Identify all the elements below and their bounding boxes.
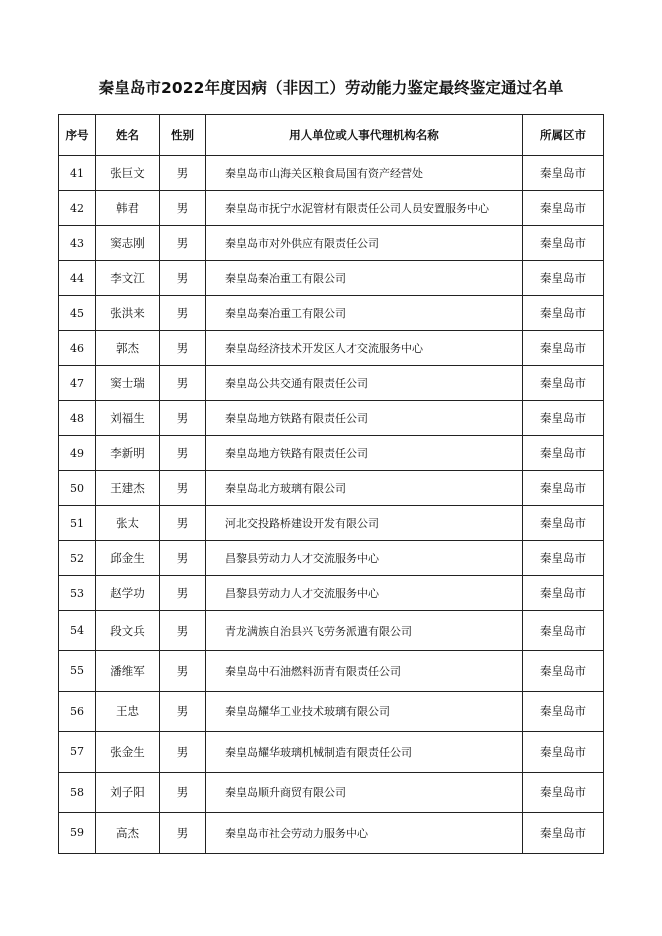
cell-name: 郭杰 (96, 331, 160, 366)
cell-district: 秦皇岛市 (523, 576, 604, 611)
cell-gender: 男 (160, 436, 206, 471)
table-row (59, 471, 604, 506)
table-row (59, 261, 604, 296)
cell-gender: 男 (160, 813, 206, 854)
cell-index: 58 (59, 772, 96, 813)
cell-name: 王忠 (96, 691, 160, 732)
column-header-index: 序号 (59, 115, 96, 156)
cell-district: 秦皇岛市 (523, 506, 604, 541)
cell-index: 47 (59, 366, 96, 401)
cell-org: 秦皇岛经济技术开发区人才交流服务中心 (206, 331, 523, 366)
table-row (59, 436, 604, 471)
cell-name: 王建杰 (96, 471, 160, 506)
cell-district: 秦皇岛市 (523, 401, 604, 436)
cell-district: 秦皇岛市 (523, 261, 604, 296)
table-row (59, 732, 604, 773)
cell-district: 秦皇岛市 (523, 541, 604, 576)
column-header-district: 所属区市 (523, 115, 604, 156)
cell-index: 42 (59, 191, 96, 226)
cell-org: 秦皇岛耀华工业技术玻璃有限公司 (206, 691, 523, 732)
column-header-org: 用人单位或人事代理机构名称 (206, 115, 523, 156)
cell-index: 49 (59, 436, 96, 471)
cell-name: 刘子阳 (96, 772, 160, 813)
cell-name: 韩君 (96, 191, 160, 226)
table-row (59, 691, 604, 732)
table-row (59, 611, 604, 651)
table-row (59, 401, 604, 436)
cell-gender: 男 (160, 691, 206, 732)
cell-org: 河北交投路桥建设开发有限公司 (206, 506, 523, 541)
cell-gender: 男 (160, 611, 206, 651)
table-body (59, 156, 604, 854)
cell-district: 秦皇岛市 (523, 296, 604, 331)
cell-gender: 男 (160, 541, 206, 576)
cell-index: 41 (59, 156, 96, 191)
cell-org: 昌黎县劳动力人才交流服务中心 (206, 541, 523, 576)
cell-name: 赵学功 (96, 576, 160, 611)
cell-org: 秦皇岛市抚宁水泥管材有限责任公司人员安置服务中心 (206, 191, 523, 226)
cell-district: 秦皇岛市 (523, 436, 604, 471)
cell-org: 秦皇岛顺升商贸有限公司 (206, 772, 523, 813)
cell-district: 秦皇岛市 (523, 366, 604, 401)
cell-district: 秦皇岛市 (523, 191, 604, 226)
table-row (59, 331, 604, 366)
cell-index: 48 (59, 401, 96, 436)
cell-name: 潘维军 (96, 651, 160, 692)
cell-gender: 男 (160, 191, 206, 226)
cell-district: 秦皇岛市 (523, 691, 604, 732)
cell-name: 李文江 (96, 261, 160, 296)
cell-district: 秦皇岛市 (523, 732, 604, 773)
cell-index: 44 (59, 261, 96, 296)
table-row (59, 366, 604, 401)
cell-index: 52 (59, 541, 96, 576)
cell-gender: 男 (160, 471, 206, 506)
table-row (59, 651, 604, 692)
cell-index: 51 (59, 506, 96, 541)
cell-org: 秦皇岛北方玻璃有限公司 (206, 471, 523, 506)
cell-name: 张金生 (96, 732, 160, 773)
cell-gender: 男 (160, 506, 206, 541)
cell-index: 43 (59, 226, 96, 261)
cell-index: 56 (59, 691, 96, 732)
document-title: 秦皇岛市2022年度因病（非因工）劳动能力鉴定最终鉴定通过名单 (98, 79, 564, 97)
cell-district: 秦皇岛市 (523, 156, 604, 191)
table-row (59, 156, 604, 191)
cell-org: 秦皇岛公共交通有限责任公司 (206, 366, 523, 401)
table-row (59, 296, 604, 331)
cell-index: 53 (59, 576, 96, 611)
cell-org: 青龙满族自治县兴飞劳务派遣有限公司 (206, 611, 523, 651)
cell-gender: 男 (160, 576, 206, 611)
table-header-row (59, 115, 604, 156)
cell-index: 57 (59, 732, 96, 773)
cell-index: 46 (59, 331, 96, 366)
cell-org: 秦皇岛市对外供应有限责任公司 (206, 226, 523, 261)
cell-org: 秦皇岛中石油燃料沥青有限责任公司 (206, 651, 523, 692)
cell-district: 秦皇岛市 (523, 471, 604, 506)
cell-org: 秦皇岛秦冶重工有限公司 (206, 296, 523, 331)
table-row (59, 226, 604, 261)
cell-gender: 男 (160, 226, 206, 261)
table-row (59, 576, 604, 611)
table-row (59, 541, 604, 576)
cell-district: 秦皇岛市 (523, 813, 604, 854)
cell-name: 刘福生 (96, 401, 160, 436)
cell-district: 秦皇岛市 (523, 611, 604, 651)
cell-name: 邱金生 (96, 541, 160, 576)
cell-name: 窦士瑞 (96, 366, 160, 401)
cell-gender: 男 (160, 156, 206, 191)
cell-gender: 男 (160, 732, 206, 773)
cell-org: 秦皇岛市山海关区粮食局国有资产经营处 (206, 156, 523, 191)
cell-name: 张洪来 (96, 296, 160, 331)
cell-name: 张太 (96, 506, 160, 541)
cell-gender: 男 (160, 261, 206, 296)
roster-table (58, 114, 604, 854)
cell-index: 50 (59, 471, 96, 506)
cell-gender: 男 (160, 772, 206, 813)
cell-org: 秦皇岛耀华玻璃机械制造有限责任公司 (206, 732, 523, 773)
cell-name: 李新明 (96, 436, 160, 471)
cell-org: 昌黎县劳动力人才交流服务中心 (206, 576, 523, 611)
cell-index: 45 (59, 296, 96, 331)
cell-gender: 男 (160, 366, 206, 401)
table-row (59, 506, 604, 541)
cell-gender: 男 (160, 296, 206, 331)
cell-district: 秦皇岛市 (523, 331, 604, 366)
cell-district: 秦皇岛市 (523, 651, 604, 692)
cell-district: 秦皇岛市 (523, 772, 604, 813)
cell-district: 秦皇岛市 (523, 226, 604, 261)
cell-org: 秦皇岛地方铁路有限责任公司 (206, 401, 523, 436)
cell-name: 张巨文 (96, 156, 160, 191)
cell-org: 秦皇岛地方铁路有限责任公司 (206, 436, 523, 471)
cell-gender: 男 (160, 401, 206, 436)
cell-name: 窦志刚 (96, 226, 160, 261)
cell-index: 59 (59, 813, 96, 854)
cell-org: 秦皇岛市社会劳动力服务中心 (206, 813, 523, 854)
table-row (59, 772, 604, 813)
column-header-gender: 性别 (160, 115, 206, 156)
cell-index: 55 (59, 651, 96, 692)
cell-index: 54 (59, 611, 96, 651)
column-header-name: 姓名 (96, 115, 160, 156)
table-row (59, 813, 604, 854)
cell-name: 高杰 (96, 813, 160, 854)
cell-gender: 男 (160, 331, 206, 366)
cell-org: 秦皇岛秦冶重工有限公司 (206, 261, 523, 296)
table-row (59, 191, 604, 226)
cell-gender: 男 (160, 651, 206, 692)
cell-name: 段文兵 (96, 611, 160, 651)
